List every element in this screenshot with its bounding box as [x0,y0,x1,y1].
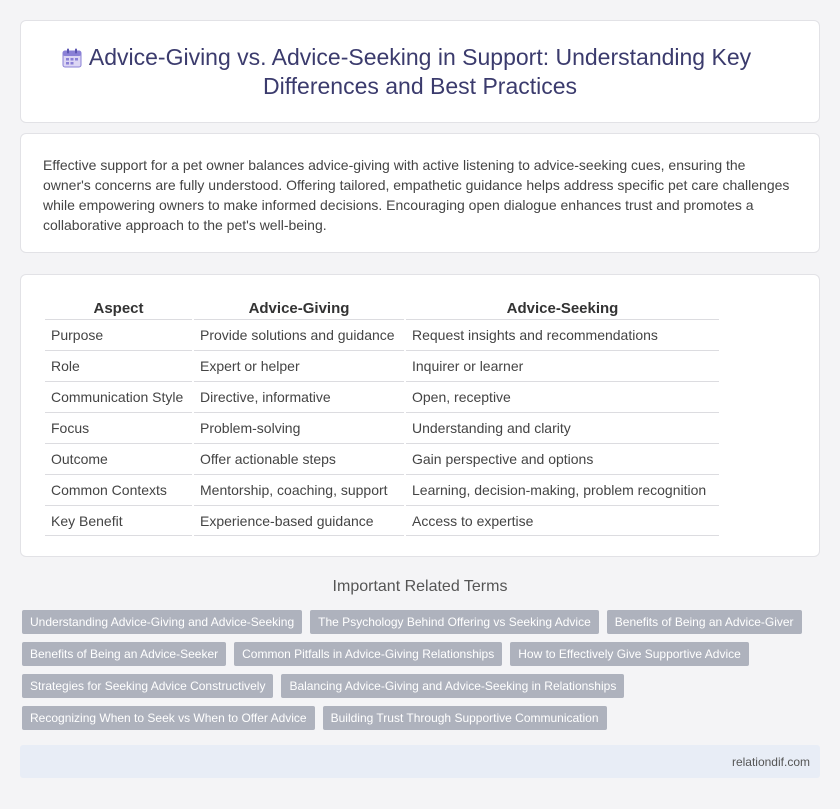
table-cell: Access to expertise [406,505,719,536]
table-cell: Open, receptive [406,381,719,412]
column-header-advice-giving: Advice-Giving [248,300,350,317]
comparison-table-card [20,274,820,557]
table-row [45,381,719,412]
related-term-tag[interactable]: Understanding Advice-Giving and Advice-Seeking [22,610,302,634]
comparison-table [43,295,721,536]
title-card [20,20,820,123]
related-term-tag[interactable]: How to Effectively Give Supportive Advice [510,642,749,666]
column-header-aspect: Aspect [93,300,144,317]
table-row [45,474,719,505]
related-term-tag[interactable]: The Psychology Behind Offering vs Seeking Advice [310,610,599,634]
table-cell: Problem-solving [194,412,404,443]
related-terms-list [22,610,822,738]
table-cell: Learning, decision-making, problem recognition [406,474,719,505]
table-row [45,412,719,443]
tag-row [22,706,822,730]
table-cell: Key Benefit [45,505,192,536]
footer-site-link[interactable]: relationdif.com [731,755,810,769]
table-row [45,319,719,350]
table-row [45,350,719,381]
table-header-row [45,295,719,319]
summary-card [20,133,820,253]
table-cell: Inquirer or learner [406,350,719,381]
page-title: Advice-Giving vs. Advice-Seeking in Support: Understanding Key Differences and Best Practices [88,44,752,99]
table-cell: Understanding and clarity [406,412,719,443]
related-term-tag[interactable]: Recognizing When to Seek vs When to Offer Advice [22,706,315,730]
tag-row [22,610,822,634]
table-cell: Gain perspective and options [406,443,719,474]
related-term-tag[interactable]: Common Pitfalls in Advice-Giving Relationships [234,642,502,666]
table-cell: Focus [45,412,192,443]
table-cell: Provide solutions and guidance [194,319,404,350]
tag-row [22,674,822,698]
table-cell: Communication Style [45,381,192,412]
table-cell: Role [45,350,192,381]
table-cell: Offer actionable steps [194,443,404,474]
table-cell: Mentorship, coaching, support [194,474,404,505]
tag-row [22,642,822,666]
related-term-tag[interactable]: Balancing Advice-Giving and Advice-Seeking in Relationships [281,674,624,698]
column-header-advice-seeking: Advice-Seeking [506,300,619,317]
related-term-tag[interactable]: Benefits of Being an Advice-Seeker [22,642,226,666]
table-cell: Common Contexts [45,474,192,505]
table-cell: Directive, informative [194,381,404,412]
table-cell: Expert or helper [194,350,404,381]
table-cell: Purpose [45,319,192,350]
table-cell: Experience-based guidance [194,505,404,536]
table-cell: Outcome [45,443,192,474]
related-term-tag[interactable]: Strategies for Seeking Advice Constructively [22,674,273,698]
table-row [45,443,719,474]
related-term-tag[interactable]: Building Trust Through Supportive Communication [323,706,607,730]
table-row [45,505,719,536]
related-terms-heading: Important Related Terms [332,578,508,595]
footer [20,745,820,778]
table-cell: Request insights and recommendations [406,319,719,350]
summary-text: Effective support for a pet owner balances advice-giving with active listening to advice-seeking cues, ensuring the owner's concerns are fully understood. Offering tailored, empathetic guidance helps address specific pet care challenges while empowering owners to make informed decisions. Encouraging open dialogue enhances trust and promotes a collaborative approach to the pet's well-being. [43,157,790,233]
related-term-tag[interactable]: Benefits of Being an Advice-Giver [607,610,802,634]
